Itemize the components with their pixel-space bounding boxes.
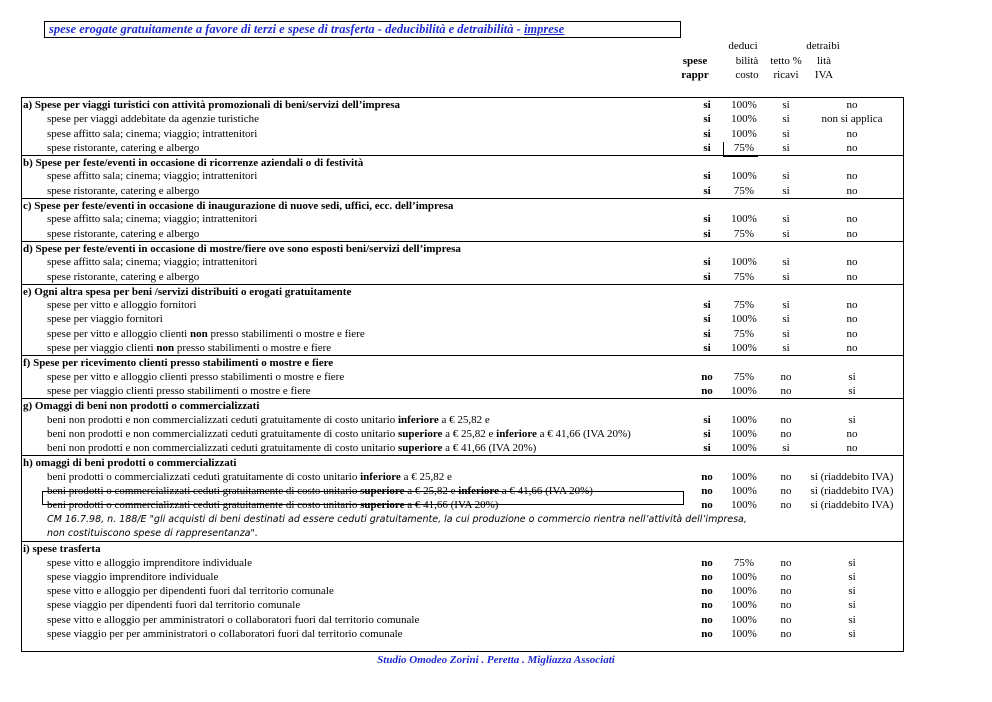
row-description: beni prodotti o commercializzati ceduti gratuitamente di costo unitario superiore a € 25,82 e inferiore a € 41,66 (IVA 20%) xyxy=(47,485,593,498)
cell-deducibilita: 100% xyxy=(731,99,757,111)
row-description: beni prodotti o commercializzati ceduti gratuitamente di costo unitario superiore a € 41,66 (IVA 20%) xyxy=(47,499,499,512)
cell-tetto-ricavi: si xyxy=(782,227,790,240)
cell-spese-rappr: si xyxy=(703,442,711,455)
header-ded-l1: deduci xyxy=(728,40,758,52)
cell-detraibilita-iva: si (riaddebito IVA) xyxy=(810,470,894,483)
cell-tetto-ricavi: si xyxy=(782,313,790,326)
cell-tetto-ricavi: si xyxy=(782,256,790,269)
title-underlined: imprese xyxy=(523,22,565,36)
header-tetto-l2: tetto % xyxy=(770,55,802,67)
cell-tetto-ricavi: no xyxy=(780,413,792,426)
cell-deducibilita: 100% xyxy=(731,470,757,483)
cell-tetto-ricavi: no xyxy=(780,627,792,640)
cell-detraibilita-iva: no xyxy=(846,313,858,326)
cell-spese-rappr: no xyxy=(701,470,713,483)
cell-deducibilita: 75% xyxy=(733,227,755,240)
row-description: spese affitto sala; cinema; viaggio; intrattenitori xyxy=(47,256,258,269)
cell-tetto-ricavi: si xyxy=(782,342,790,355)
cell-spese-rappr: no xyxy=(701,613,713,626)
cell-spese-rappr: si xyxy=(703,99,711,111)
table-row xyxy=(22,127,903,141)
cell-tetto-ricavi: no xyxy=(780,599,792,612)
row-description: spese ristorante, catering e albergo xyxy=(47,227,200,240)
header-iva-l3: IVA xyxy=(814,69,834,81)
cell-detraibilita-iva: si xyxy=(848,599,856,612)
cell-detraibilita-iva: si xyxy=(848,570,856,583)
section-row xyxy=(22,455,903,469)
cell-spese-rappr: si xyxy=(703,113,711,126)
row-description: g) Omaggi di beni non prodotti o commercializzati xyxy=(23,400,260,413)
header-ded-l3: costo xyxy=(735,69,759,81)
cell-detraibilita-iva: non si applica xyxy=(821,113,883,126)
cell-tetto-ricavi: si xyxy=(782,99,790,111)
row-description: f) Spese per ricevimento clienti presso stabilimenti o mostre e fiere xyxy=(23,357,334,370)
cell-deducibilita: 100% xyxy=(731,613,757,626)
cell-spese-rappr: si xyxy=(703,413,711,426)
cell-spese-rappr: si xyxy=(703,256,711,269)
table-row xyxy=(22,169,903,183)
cell-deducibilita: 100% xyxy=(731,256,757,269)
cell-spese-rappr: si xyxy=(703,184,711,197)
row-description: beni non prodotti e non commercializzati ceduti gratuitamente di costo unitario superiore a € 41,66 (IVA 20%) xyxy=(47,442,537,455)
header-iva-l2: lità xyxy=(816,55,832,67)
cell-deducibilita: 100% xyxy=(731,213,757,226)
row-description: CM 16.7.98, n. 188/E "gli acquisti di beni destinati ad essere ceduti gratuitamente, la cui produzione o commercio rientra nell’attività dell’impresa, xyxy=(47,513,747,525)
cell-deducibilita: 100% xyxy=(731,413,757,426)
cell-detraibilita-iva: si xyxy=(848,413,856,426)
header-rappr-l1: spese xyxy=(682,55,708,67)
cell-tetto-ricavi: no xyxy=(780,384,792,397)
cell-spese-rappr: no xyxy=(701,556,713,569)
cell-deducibilita: 100% xyxy=(731,627,757,640)
table-row xyxy=(22,470,903,484)
cell-detraibilita-iva: no xyxy=(846,184,858,197)
section-row xyxy=(22,398,903,412)
table-row xyxy=(22,584,903,598)
row-description: a) Spese per viaggi turistici con attività promozionali di beni/servizi dell’impresa xyxy=(23,99,401,111)
row-description: spese per viaggio clienti non presso stabilimenti o mostre e fiere xyxy=(47,342,332,355)
cell-detraibilita-iva: si xyxy=(848,585,856,598)
cell-deducibilita: 100% xyxy=(731,427,757,440)
cell-spese-rappr: no xyxy=(701,370,713,383)
cell-deducibilita: 100% xyxy=(731,384,757,397)
table-row xyxy=(22,613,903,627)
row-description: spese per viaggio fornitori xyxy=(47,313,163,326)
table-row xyxy=(22,627,903,641)
cell-tetto-ricavi: no xyxy=(780,427,792,440)
cell-spese-rappr: no xyxy=(701,585,713,598)
table-row xyxy=(22,484,903,498)
expense-table xyxy=(22,98,903,641)
cell-tetto-ricavi: si xyxy=(782,213,790,226)
row-description: b) Spese per feste/eventi in occasione di ricorrenze aziendali o di festività xyxy=(23,157,364,170)
cell-tetto-ricavi: no xyxy=(780,613,792,626)
header-ded-l2: bilità xyxy=(735,55,759,67)
cell-spese-rappr: si xyxy=(703,227,711,240)
cell-tetto-ricavi: si xyxy=(782,113,790,126)
row-description: spese ristorante, catering e albergo xyxy=(47,141,200,154)
cell-deducibilita: 100% xyxy=(731,570,757,583)
cell-spese-rappr: si xyxy=(703,342,711,355)
table-row xyxy=(22,556,903,570)
table-row xyxy=(22,227,903,241)
table-row xyxy=(22,141,903,155)
row-description: spese viaggio per dipendenti fuori dal territorio comunale xyxy=(47,599,301,612)
row-description: spese per vitto e alloggio clienti non presso stabilimenti o mostre e fiere xyxy=(47,327,365,340)
cell-detraibilita-iva: no xyxy=(846,270,858,283)
cell-detraibilita-iva: no xyxy=(846,170,858,183)
row-description: spese affitto sala; cinema; viaggio; intrattenitori xyxy=(47,213,258,226)
row-description: spese vitto e alloggio per dipendenti fuori dal territorio comunale xyxy=(47,585,334,598)
cell-deducibilita: 100% xyxy=(731,127,757,140)
header-iva-l1: detraibi xyxy=(806,40,840,52)
cell-detraibilita-iva: no xyxy=(846,442,858,455)
cell-spese-rappr: si xyxy=(703,270,711,283)
cell-tetto-ricavi: no xyxy=(780,470,792,483)
table-row xyxy=(22,312,903,326)
header-rappr-l2: rappr xyxy=(681,69,709,81)
cell-deducibilita: 75% xyxy=(733,327,755,340)
cell-deducibilita: 100% xyxy=(731,313,757,326)
cell-spese-rappr: no xyxy=(701,570,713,583)
cell-detraibilita-iva: no xyxy=(846,127,858,140)
cell-deducibilita: 100% xyxy=(731,499,757,512)
cell-tetto-ricavi: no xyxy=(780,499,792,512)
page-title xyxy=(44,21,681,38)
cell-spese-rappr: si xyxy=(703,127,711,140)
cell-spese-rappr: no xyxy=(701,499,713,512)
table-row xyxy=(22,498,903,512)
table-row xyxy=(22,327,903,341)
cell-deducibilita: 100% xyxy=(731,599,757,612)
cell-detraibilita-iva: si xyxy=(848,370,856,383)
row-description: spese affitto sala; cinema; viaggio; intrattenitori xyxy=(47,127,258,140)
cell-tetto-ricavi: no xyxy=(780,370,792,383)
cell-spese-rappr: si xyxy=(703,299,711,312)
cell-tetto-ricavi: si xyxy=(782,184,790,197)
table-row xyxy=(22,598,903,612)
row-description: spese per viaggi addebitate da agenzie turistiche xyxy=(47,113,259,126)
row-description: beni prodotti o commercializzati ceduti gratuitamente di costo unitario inferiore a € 25,82 e xyxy=(47,470,452,483)
footer-credit: Studio Omodeo Zorini . Peretta . Migliazza Associati xyxy=(377,654,615,666)
section-row xyxy=(22,155,903,169)
row-description: spese affitto sala; cinema; viaggio; intrattenitori xyxy=(47,170,258,183)
cell-spese-rappr: no xyxy=(701,384,713,397)
cell-tetto-ricavi: no xyxy=(780,485,792,498)
cell-tetto-ricavi: si xyxy=(782,327,790,340)
row-description: beni non prodotti e non commercializzati ceduti gratuitamente di costo unitario superiore a € 25,82 e inferiore a € 41,66 (IVA 20%) xyxy=(47,427,631,440)
table-row xyxy=(22,298,903,312)
section-row xyxy=(22,541,903,555)
row-description: h) omaggi di beni prodotti o commercializzati xyxy=(23,457,237,470)
row-description: spese ristorante, catering e albergo xyxy=(47,184,200,197)
cell-tetto-ricavi: si xyxy=(782,127,790,140)
cell-deducibilita: 100% xyxy=(731,170,757,183)
table-row xyxy=(22,570,903,584)
cell-detraibilita-iva: si xyxy=(848,556,856,569)
row-description: e) Ogni altra spesa per beni /servizi distribuiti o erogati gratuitamente xyxy=(23,285,352,298)
cell-deducibilita: 75% xyxy=(733,370,755,383)
cell-detraibilita-iva: no xyxy=(846,427,858,440)
table-row xyxy=(22,441,903,455)
cell-spese-rappr: no xyxy=(701,599,713,612)
table-row xyxy=(22,384,903,398)
table-row xyxy=(22,184,903,198)
section-row xyxy=(22,98,903,112)
table-row xyxy=(22,370,903,384)
section-row xyxy=(22,241,903,255)
cell-detraibilita-iva: no xyxy=(846,256,858,269)
title-main: spese erogate gratuitamente a favore di terzi e spese di trasferta - deducibilità e detraibilità - xyxy=(49,22,524,36)
table-row xyxy=(22,255,903,269)
cell-detraibilita-iva: no xyxy=(846,99,858,111)
row-description: spese ristorante, catering e albergo xyxy=(47,270,200,283)
note-row xyxy=(22,527,903,541)
cell-detraibilita-iva: no xyxy=(846,141,858,154)
row-description: spese per viaggio clienti presso stabilimenti o mostre e fiere xyxy=(47,384,311,397)
cell-deducibilita: 75% xyxy=(733,141,755,154)
cell-spese-rappr: si xyxy=(703,213,711,226)
cell-spese-rappr: no xyxy=(701,627,713,640)
note-row xyxy=(22,513,903,527)
row-description: non costituiscono spese di rappresentanza". xyxy=(47,527,258,539)
row-description: i) spese trasferta xyxy=(23,543,101,556)
cell-spese-rappr: si xyxy=(703,327,711,340)
cell-tetto-ricavi: no xyxy=(780,570,792,583)
row-description: d) Spese per feste/eventi in occasione di mostre/fiere ove sono esposti beni/servizi dell’impresa xyxy=(23,242,461,255)
cell-deducibilita: 100% xyxy=(731,113,757,126)
table-row xyxy=(22,212,903,226)
cell-deducibilita: 75% xyxy=(733,556,755,569)
table-row xyxy=(22,413,903,427)
cell-detraibilita-iva: no xyxy=(846,299,858,312)
row-description: spese per vitto e alloggio fornitori xyxy=(47,299,197,312)
table-row xyxy=(22,427,903,441)
section-row xyxy=(22,284,903,298)
cell-deducibilita: 75% xyxy=(733,184,755,197)
cell-tetto-ricavi: si xyxy=(782,170,790,183)
cell-tetto-ricavi: si xyxy=(782,299,790,312)
row-description: beni non prodotti e non commercializzati ceduti gratuitamente di costo unitario inferiore a € 25,82 e xyxy=(47,413,490,426)
cell-detraibilita-iva: si (riaddebito IVA) xyxy=(810,499,894,512)
cell-detraibilita-iva: si xyxy=(848,627,856,640)
row-description: spese viaggio per per amministratori o collaboratori fuori dal territorio comunale xyxy=(47,627,403,640)
cell-spese-rappr: si xyxy=(703,170,711,183)
cell-deducibilita: 100% xyxy=(731,485,757,498)
cell-detraibilita-iva: no xyxy=(846,327,858,340)
cell-detraibilita-iva: si (riaddebito IVA) xyxy=(810,485,894,498)
cell-deducibilita: 75% xyxy=(733,299,755,312)
section-row xyxy=(22,355,903,369)
row-description: spese vitto e alloggio imprenditore individuale xyxy=(47,556,252,569)
cell-deducibilita: 75% xyxy=(733,270,755,283)
cell-detraibilita-iva: no xyxy=(846,213,858,226)
table-row xyxy=(22,341,903,355)
table-row xyxy=(22,270,903,284)
cell-tetto-ricavi: no xyxy=(780,585,792,598)
cell-spese-rappr: no xyxy=(701,485,713,498)
section-row xyxy=(22,198,903,212)
cell-detraibilita-iva: no xyxy=(846,342,858,355)
row-description: spese per vitto e alloggio clienti presso stabilimenti o mostre e fiere xyxy=(47,370,345,383)
cell-detraibilita-iva: no xyxy=(846,227,858,240)
cell-tetto-ricavi: si xyxy=(782,141,790,154)
row-description: c) Spese per feste/eventi in occasione di inaugurazione di nuove sedi, uffici, ecc. dell’impresa xyxy=(23,200,454,213)
row-description: spese vitto e alloggio per amministratori o collaboratori fuori dal territorio comunale xyxy=(47,613,420,626)
header-tetto-l3: ricavi xyxy=(773,69,799,81)
cell-deducibilita: 100% xyxy=(731,442,757,455)
cell-spese-rappr: si xyxy=(703,141,711,154)
cell-detraibilita-iva: si xyxy=(848,384,856,397)
cell-deducibilita: 100% xyxy=(731,585,757,598)
cell-spese-rappr: si xyxy=(703,313,711,326)
cell-detraibilita-iva: si xyxy=(848,613,856,626)
cell-tetto-ricavi: si xyxy=(782,270,790,283)
row-description: spese viaggio imprenditore individuale xyxy=(47,570,219,583)
cell-tetto-ricavi: si xyxy=(782,442,790,455)
cell-spese-rappr: si xyxy=(703,427,711,440)
table-row xyxy=(22,112,903,126)
cell-deducibilita: 100% xyxy=(731,342,757,355)
cell-tetto-ricavi: no xyxy=(780,556,792,569)
